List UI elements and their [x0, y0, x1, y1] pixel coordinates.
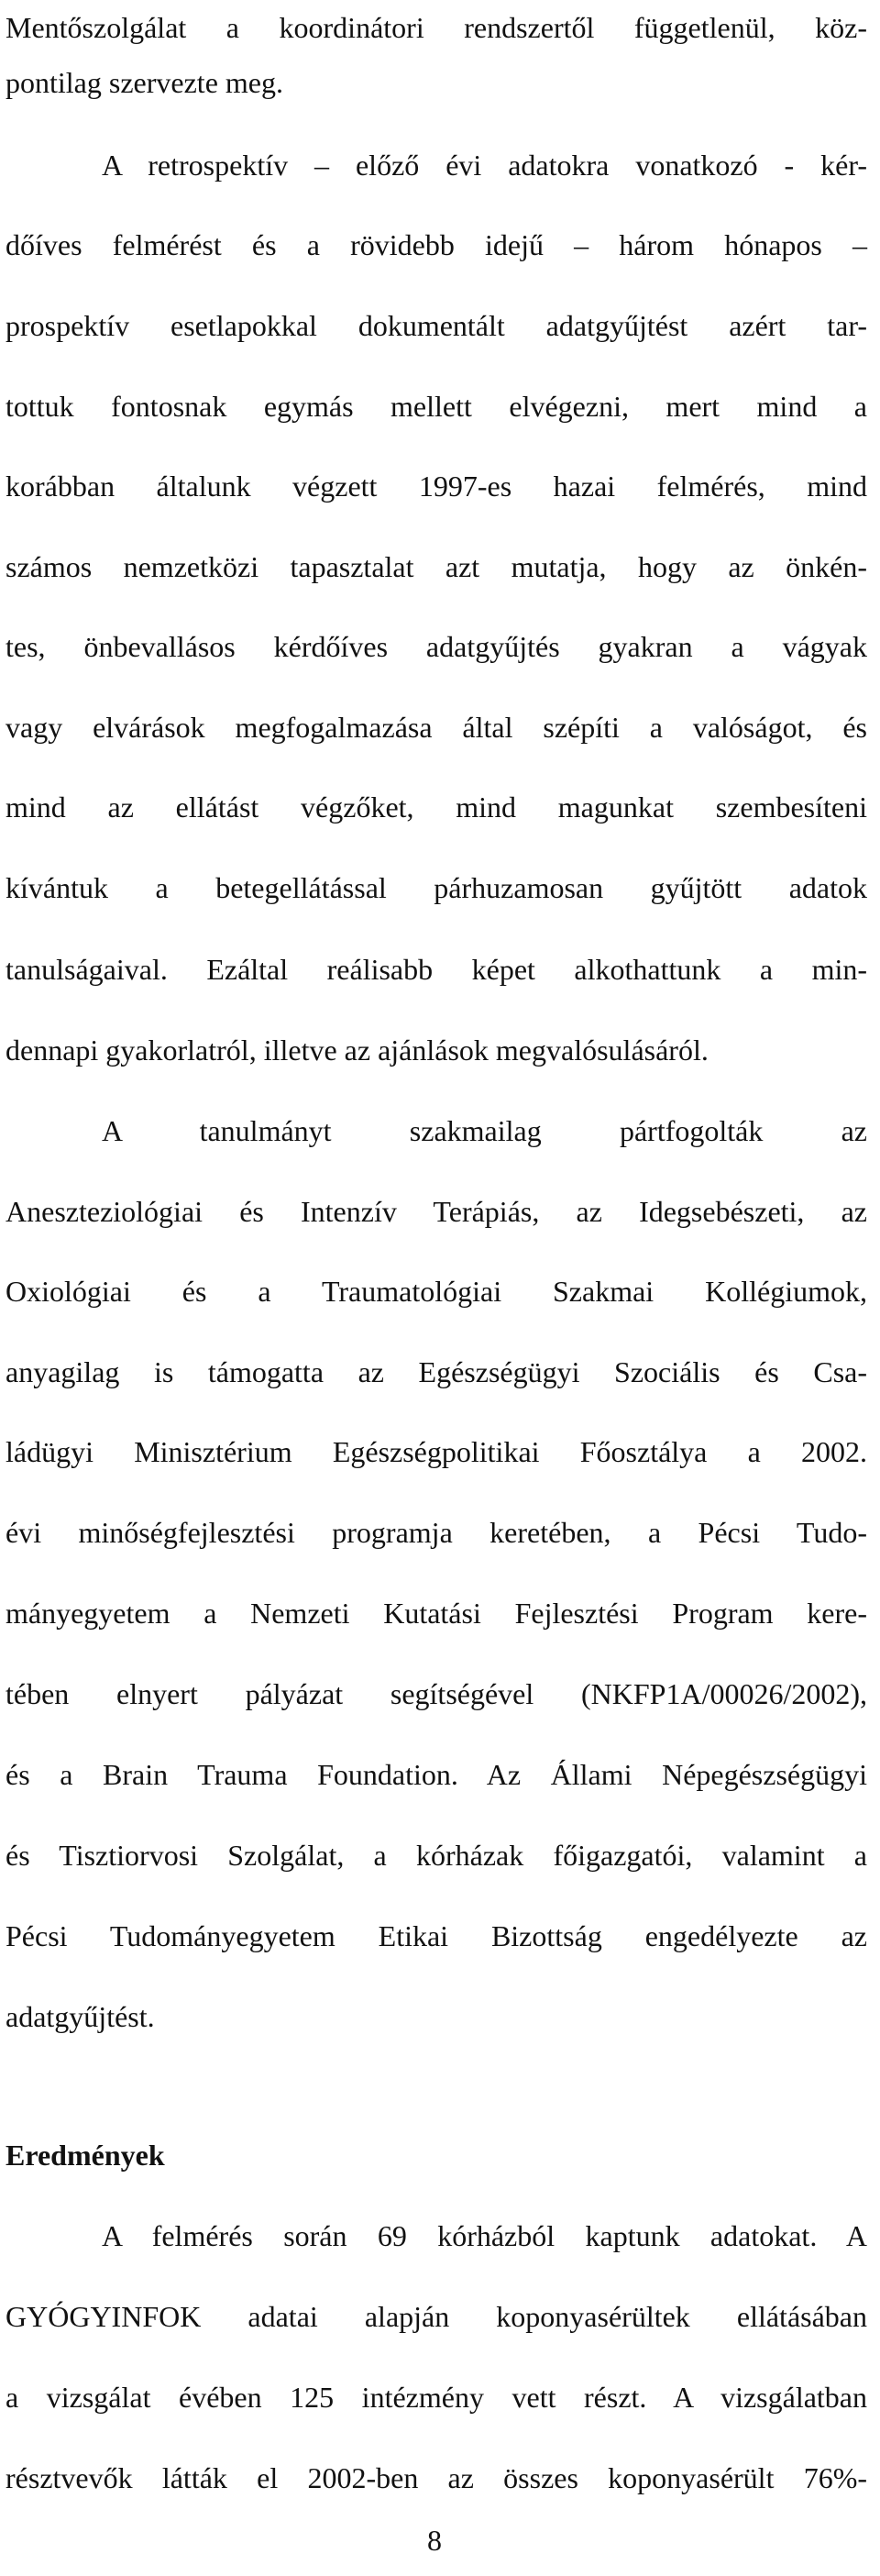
text-line: évi minőségfejlesztési programja keretében, a Pécsi Tudo- [6, 1516, 867, 1549]
text-line: GYÓGYINFOK adatai alapján koponyasérültek ellátásában [6, 2300, 867, 2333]
text-line: A tanulmányt szakmailag pártfogolták az [102, 1114, 867, 1147]
text-line: tottuk fontosnak egymás mellett elvégezni, mert mind a [6, 390, 867, 423]
text-line: Mentőszolgálat a koordinátori rendszertől függetlenül, köz- [6, 11, 867, 44]
section-heading: Eredmények [6, 2139, 165, 2172]
text-line: Aneszteziológiai és Intenzív Terápiás, az Idegsebészeti, az [6, 1195, 867, 1228]
text-line: a vizsgálat évében 125 intézmény vett részt. A vizsgálatban [6, 2381, 867, 2414]
text-line: kívántuk a betegellátással párhuzamosan gyűjtött adatok [6, 871, 867, 904]
text-line: prospektív esetlapokkal dokumentált adatgyűjtést azért tar- [6, 309, 867, 342]
text-line: tében elnyert pályázat segítségével (NKFP1A/00026/2002), [6, 1677, 867, 1710]
text-line: résztvevők látták el 2002-ben az összes koponyasérült 76%- [6, 2461, 867, 2494]
text-line: mind az ellátást végzőket, mind magunkat szembesíteni [6, 790, 867, 824]
text-line: és Tisztiorvosi Szolgálat, a kórházak főigazgatói, valamint a [6, 1839, 867, 1872]
text-line: és a Brain Trauma Foundation. Az Állami Népegészségügyi [6, 1758, 867, 1791]
text-line: anyagilag is támogatta az Egészségügyi Szociális és Csa- [6, 1355, 867, 1388]
text-line: Pécsi Tudományegyetem Etikai Bizottság engedélyezte az [6, 1919, 867, 1952]
text-line: mányegyetem a Nemzeti Kutatási Fejlesztési Program kere- [6, 1597, 867, 1630]
text-line: tanulságaival. Ezáltal reálisabb képet alkothattunk a min- [6, 953, 867, 986]
text-line: pontilag szervezte meg. [6, 66, 283, 99]
text-line: tes, önbevallásos kérdőíves adatgyűjtés gyakran a vágyak [6, 630, 867, 663]
text-line: dőíves felmérést és a rövidebb idejű – három hónapos – [6, 228, 867, 261]
text-line: adatgyűjtést. [6, 2000, 155, 2033]
text-line: vagy elvárások megfogalmazása által szépíti a valóságot, és [6, 711, 867, 744]
text-line: Oxiológiai és a Traumatológiai Szakmai Kollégiumok, [6, 1275, 867, 1308]
text-line: A felmérés során 69 kórházból kaptunk adatokat. A [102, 2219, 867, 2252]
text-line: dennapi gyakorlatról, illetve az ajánlások megvalósulásáról. [6, 1034, 709, 1067]
text-line: korábban általunk végzett 1997-es hazai felmérés, mind [6, 470, 867, 503]
page-number: 8 [427, 2524, 442, 2557]
text-line: számos nemzetközi tapasztalat azt mutatja, hogy az önkén- [6, 550, 867, 583]
text-line: A retrospektív – előző évi adatokra vonatkozó - kér- [102, 149, 867, 182]
text-line: ládügyi Minisztérium Egészségpolitikai Főosztálya a 2002. [6, 1435, 867, 1468]
